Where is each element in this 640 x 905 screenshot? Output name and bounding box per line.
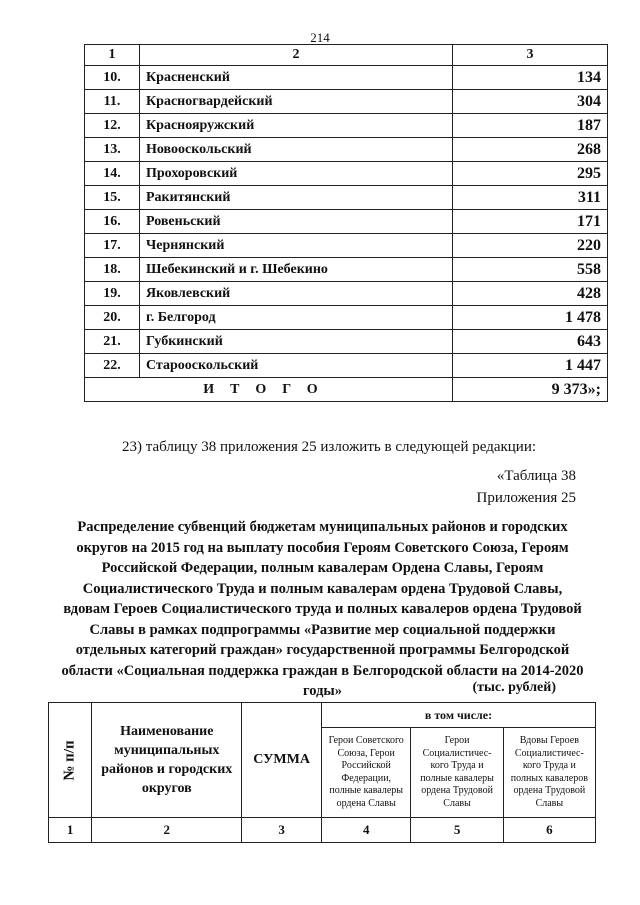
table-row xyxy=(85,66,608,90)
units-label: (тыс. рублей) xyxy=(472,680,556,695)
total-value: 9 373»; xyxy=(453,378,608,402)
district-name: Шебекинский и г. Шебекино xyxy=(140,258,453,282)
table-row xyxy=(85,234,608,258)
column-index: 1 xyxy=(49,818,92,843)
total-label: ИТОГО xyxy=(85,378,453,402)
row-number: 12. xyxy=(85,114,140,138)
district-value: 187 xyxy=(453,114,608,138)
table-header-row xyxy=(85,45,608,66)
table-row xyxy=(85,90,608,114)
row-number: 19. xyxy=(85,282,140,306)
table-row xyxy=(85,330,608,354)
subvention-table-header xyxy=(48,702,596,843)
district-name: Прохоровский xyxy=(140,162,453,186)
district-value: 311 xyxy=(453,186,608,210)
row-number: 14. xyxy=(85,162,140,186)
table-row xyxy=(85,210,608,234)
annex-appendix-ref: Приложения 25 xyxy=(476,490,576,506)
column-index: 5 xyxy=(411,818,503,843)
row-number: 11. xyxy=(85,90,140,114)
row-number: 22. xyxy=(85,354,140,378)
column-number-1: 1 xyxy=(85,45,140,66)
district-name: Старооскольский xyxy=(140,354,453,378)
district-name: Красногвардейский xyxy=(140,90,453,114)
subcolumn-heroes-socialist-labour: Герои Социалистичес-кого Труда и полные кавалеры ордена Трудовой Славы xyxy=(411,728,503,818)
district-name: Новооскольский xyxy=(140,138,453,162)
column-number-2: 2 xyxy=(140,45,453,66)
row-number: 18. xyxy=(85,258,140,282)
row-number: 15. xyxy=(85,186,140,210)
instruction-text: 23) таблицу 38 приложения 25 изложить в следующей редакции: xyxy=(122,439,537,455)
table-row xyxy=(85,258,608,282)
column-index: 4 xyxy=(321,818,411,843)
total-row xyxy=(85,378,608,402)
column-name-header: Наименование муниципальных районов и городских округов xyxy=(92,703,242,818)
column-sum-header: СУММА xyxy=(242,703,322,818)
district-value: 558 xyxy=(453,258,608,282)
district-name: Ракитянский xyxy=(140,186,453,210)
district-value: 428 xyxy=(453,282,608,306)
column-num-label: № п/п xyxy=(61,739,78,781)
district-value: 304 xyxy=(453,90,608,114)
column-index: 6 xyxy=(503,818,595,843)
table-row xyxy=(85,114,608,138)
table-row xyxy=(85,138,608,162)
row-number: 21. xyxy=(85,330,140,354)
row-number: 17. xyxy=(85,234,140,258)
table-row xyxy=(85,162,608,186)
page-number: 214 xyxy=(310,30,330,45)
subcolumn-widows: Вдовы Героев Социалистичес-кого Труда и полных кавалеров ордена Трудовой Славы xyxy=(503,728,595,818)
district-value: 1 478 xyxy=(453,306,608,330)
column-numbers-row xyxy=(49,818,596,843)
district-name: Красненский xyxy=(140,66,453,90)
district-value: 1 447 xyxy=(453,354,608,378)
subcolumn-heroes-soviet-union: Герои Советского Союза, Герои Российской Федерации, полные кавалеры ордена Славы xyxy=(321,728,411,818)
district-name: Краснояружский xyxy=(140,114,453,138)
column-index: 3 xyxy=(242,818,322,843)
district-name: Яковлевский xyxy=(140,282,453,306)
table-row xyxy=(85,282,608,306)
column-num-header xyxy=(49,703,92,818)
district-name: Чернянский xyxy=(140,234,453,258)
district-allocation-table xyxy=(84,44,608,402)
district-name: Ровеньский xyxy=(140,210,453,234)
row-number: 16. xyxy=(85,210,140,234)
document-title: Распределение субвенций бюджетам муниципальных районов и городских округов на 2015 год на выплату пособия Героям Советского Союза, Героям Российской Федерации, полным кавалерам Ордена Славы, Героям Социалистического Труда и полным кавалерам ордена Трудовой Славы, вдовам Героев Социалистического труда и полных кавалеров ордена Трудовой Славы в рамках подпрограммы «Развитие мер социальной поддержки отдельных категорий граждан» государственной программы Белгородской области «Социальная поддержка граждан в Белгородской области на 2014-2020 годы» xyxy=(61,519,584,699)
district-name: Губкинский xyxy=(140,330,453,354)
column-index: 2 xyxy=(92,818,242,843)
district-value: 220 xyxy=(453,234,608,258)
annex-table-ref: «Таблица 38 xyxy=(496,468,576,484)
column-number-3: 3 xyxy=(453,45,608,66)
column-including-header: в том числе: xyxy=(321,703,595,728)
table-row xyxy=(85,306,608,330)
district-value: 268 xyxy=(453,138,608,162)
district-value: 643 xyxy=(453,330,608,354)
table-row xyxy=(85,354,608,378)
district-value: 295 xyxy=(453,162,608,186)
table-row xyxy=(85,186,608,210)
row-number: 13. xyxy=(85,138,140,162)
district-value: 134 xyxy=(453,66,608,90)
row-number: 20. xyxy=(85,306,140,330)
row-number: 10. xyxy=(85,66,140,90)
district-value: 171 xyxy=(453,210,608,234)
district-name: г. Белгород xyxy=(140,306,453,330)
